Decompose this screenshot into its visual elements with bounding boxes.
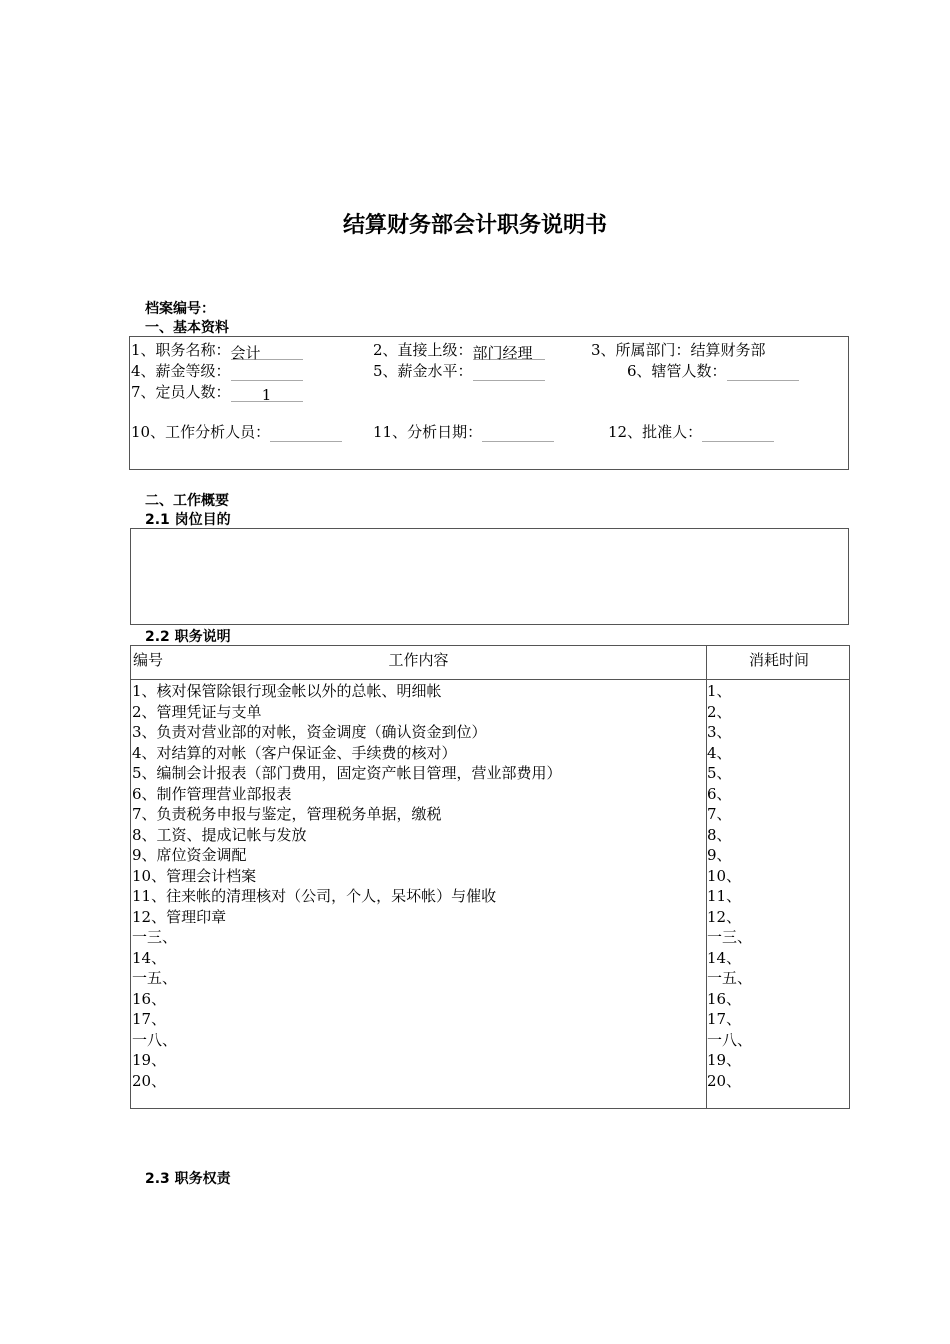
time-row: 9、 <box>707 846 732 864</box>
time-row: 一三、 <box>707 928 753 946</box>
basic-info-box <box>129 336 849 470</box>
headcount-value: 1 <box>231 385 303 402</box>
duty-row: 12、管理印章 <box>132 907 227 926</box>
time-row: 8、 <box>707 825 732 844</box>
salary-level-blank <box>473 364 545 381</box>
superior-field <box>373 340 545 360</box>
time-row: 3、 <box>707 723 732 741</box>
time-row: 16、 <box>707 989 742 1008</box>
time-row: 4、 <box>707 743 732 762</box>
approver-label: 12、批准人： <box>608 423 703 441</box>
duty-row: 一三、 <box>132 928 178 946</box>
page-title: 结算财务部会计职务说明书 <box>342 213 607 238</box>
approver-blank <box>702 425 774 442</box>
time-row: 12、 <box>707 907 742 926</box>
time-row: 6、 <box>707 784 732 803</box>
duty-row: 16、 <box>132 989 167 1008</box>
job-name-label: 1、职务名称： <box>131 341 231 359</box>
time-row: 10、 <box>707 866 742 885</box>
duty-row: 4、对结算的对帐（客户保证金、手续费的核对） <box>132 743 457 762</box>
headcount-field <box>131 382 303 402</box>
time-row: 5、 <box>707 764 732 782</box>
duty-row: 7、负责税务申报与鉴定，管理税务单据，缴税 <box>132 805 442 823</box>
duty-row: 1、核对保管除银行现金帐以外的总帐、明细帐 <box>132 682 442 700</box>
header-divider <box>131 679 849 680</box>
duty-row: 10、管理会计档案 <box>132 866 257 885</box>
time-row: 一五、 <box>707 969 753 987</box>
approver-field <box>608 422 774 442</box>
salary-level-label: 5、薪金水平： <box>373 362 473 380</box>
time-row: 17、 <box>707 1010 742 1028</box>
managed-count-field <box>627 361 799 381</box>
time-row: 20、 <box>707 1071 742 1090</box>
job-purpose-box <box>130 528 849 625</box>
duty-row: 3、负责对营业部的对帐，资金调度（确认资金到位） <box>132 723 487 741</box>
duty-row: 5、编制会计报表（部门费用，固定资产帐目管理，营业部费用） <box>132 764 562 782</box>
time-row: 一八、 <box>707 1030 753 1049</box>
managed-count-label: 6、辖管人数： <box>627 362 727 380</box>
duties-list <box>132 681 705 1091</box>
analyst-label: 10、工作分析人员： <box>131 423 271 441</box>
duty-row: 11、往来帐的清理核对（公司，个人，呆坏帐）与催收 <box>132 887 497 905</box>
salary-level-field <box>373 361 545 381</box>
time-row: 19、 <box>707 1051 742 1069</box>
managed-count-blank <box>727 364 799 381</box>
col-number-header: 编号 <box>133 651 164 669</box>
duty-row: 20、 <box>132 1071 167 1090</box>
archive-number-label: 档案编号： <box>145 301 215 317</box>
salary-grade-blank <box>231 364 303 381</box>
duty-row: 一八、 <box>132 1030 178 1049</box>
duty-row: 14、 <box>132 948 167 967</box>
time-row: 14、 <box>707 948 742 967</box>
superior-value: 部门经理 <box>473 343 545 360</box>
department-label: 3、所属部门： <box>591 341 691 359</box>
duty-row: 17、 <box>132 1010 167 1028</box>
times-list <box>707 681 850 1091</box>
analysis-date-field <box>373 422 554 442</box>
section-basic-info-heading: 一、基本资料 <box>145 320 229 336</box>
time-row: 1、 <box>707 682 732 700</box>
department-value: 结算财务部 <box>690 341 766 359</box>
authority-heading: 2.3 职务权责 <box>145 1171 231 1187</box>
duty-row: 9、席位资金调配 <box>132 846 247 864</box>
time-row: 2、 <box>707 702 732 721</box>
duty-row: 19、 <box>132 1051 167 1069</box>
duty-row: 2、管理凭证与支单 <box>132 702 262 721</box>
analysis-date-blank <box>482 425 554 442</box>
time-row: 11、 <box>707 887 742 905</box>
section-work-summary-heading: 二、工作概要 <box>145 493 229 509</box>
analyst-field <box>131 422 342 442</box>
duty-row: 8、工资、提成记帐与发放 <box>132 825 307 844</box>
superior-label: 2、直接上级： <box>373 341 473 359</box>
job-name-value: 会计 <box>231 343 303 360</box>
duties-table <box>130 645 850 1109</box>
job-purpose-heading: 2.1 岗位目的 <box>145 512 231 528</box>
duty-row: 6、制作管理营业部报表 <box>132 784 292 803</box>
col-time-header: 消耗时间 <box>748 651 809 669</box>
time-row: 7、 <box>707 805 732 823</box>
salary-grade-label: 4、薪金等级： <box>131 362 231 380</box>
analyst-blank <box>270 425 342 442</box>
duties-heading: 2.2 职务说明 <box>145 629 231 645</box>
salary-grade-field <box>131 361 303 381</box>
col-content-header: 工作内容 <box>388 651 449 669</box>
analysis-date-label: 11、分析日期： <box>373 423 483 441</box>
duty-row: 一五、 <box>132 969 178 987</box>
job-name-field <box>131 340 303 360</box>
headcount-label: 7、定员人数： <box>131 383 231 401</box>
department-field <box>591 340 766 360</box>
